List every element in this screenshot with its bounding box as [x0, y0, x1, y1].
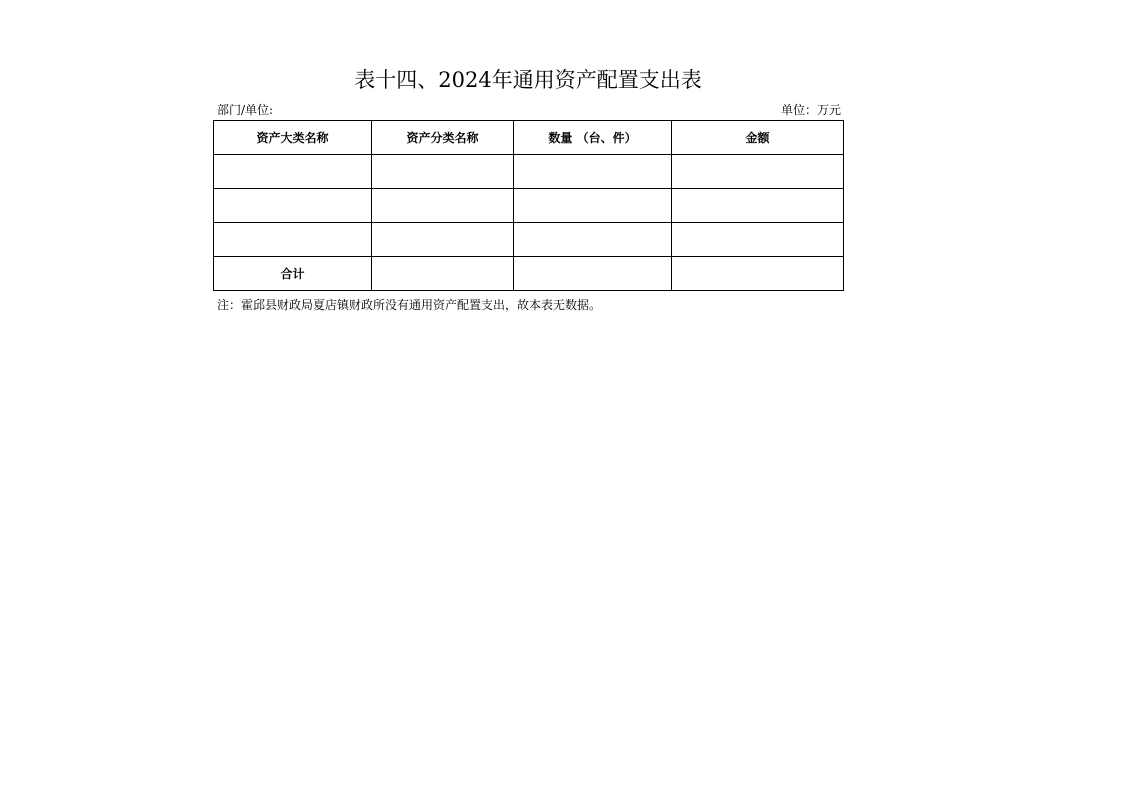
table-row [214, 189, 844, 223]
table-cell [514, 257, 672, 291]
table-cell [672, 223, 844, 257]
header-quantity: 数量 （台、件） [514, 121, 672, 155]
table-cell [372, 155, 514, 189]
table-cell [672, 155, 844, 189]
asset-allocation-table [213, 120, 844, 291]
total-row [214, 257, 844, 291]
page-title: 表十四、2024年通用资产配置支出表 [354, 68, 702, 92]
table-cell [214, 155, 372, 189]
total-label: 合计 [214, 257, 372, 291]
table-cell [672, 257, 844, 291]
table-row [214, 223, 844, 257]
table-row [214, 155, 844, 189]
table-cell [514, 189, 672, 223]
table-cell [372, 189, 514, 223]
table-cell [514, 155, 672, 189]
footnote: 注：霍邱县财政局夏店镇财政所没有通用资产配置支出，故本表无数据。 [217, 298, 602, 312]
table-cell [214, 189, 372, 223]
table-header-row [214, 121, 844, 155]
table-cell [672, 189, 844, 223]
department-label: 部门/单位: [217, 103, 274, 117]
header-asset-category: 资产大类名称 [214, 121, 372, 155]
table-cell [372, 257, 514, 291]
unit-label: 单位：万元 [780, 103, 841, 117]
header-amount: 金额 [672, 121, 844, 155]
header-asset-subcategory: 资产分类名称 [372, 121, 514, 155]
table-cell [514, 223, 672, 257]
table-cell [214, 223, 372, 257]
table-cell [372, 223, 514, 257]
